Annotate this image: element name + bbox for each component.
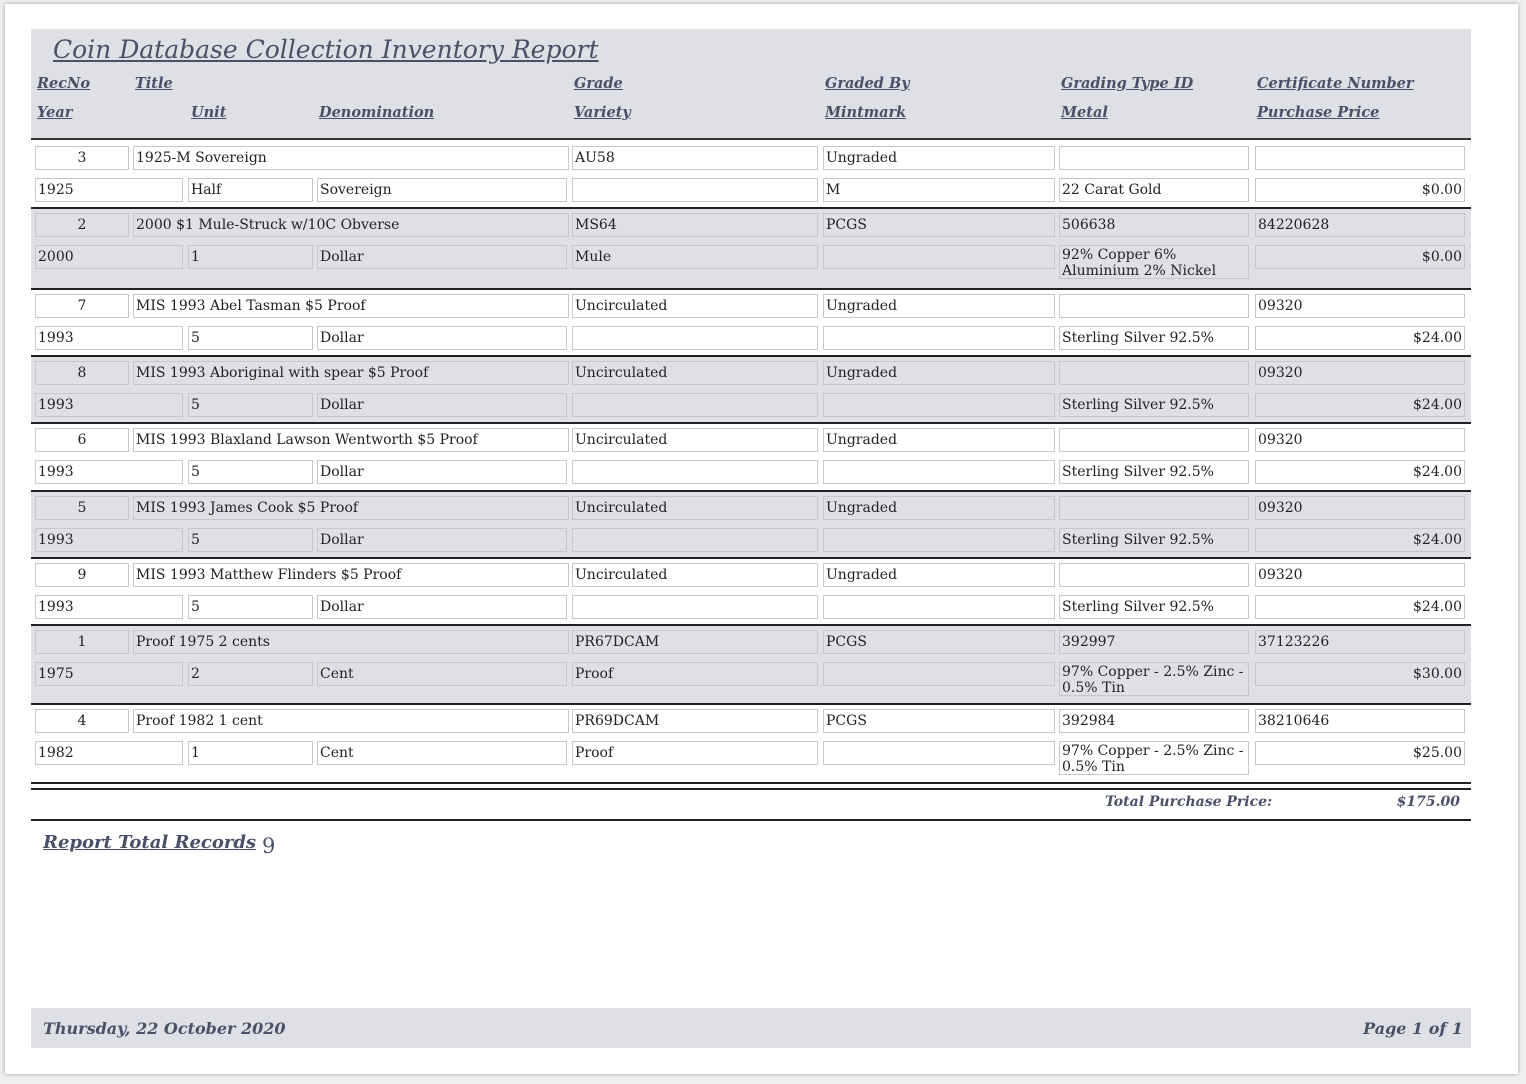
graded-by-cell: Ungraded [823, 294, 1055, 318]
footer-date: Thursday, 22 October 2020 [43, 1019, 286, 1038]
report-total-records-label: Report Total Records [43, 832, 257, 853]
variety-cell [572, 326, 818, 350]
report-footer [31, 1008, 1471, 1048]
mintmark-cell [823, 460, 1055, 484]
denomination-cell: Cent [317, 662, 567, 686]
mintmark-cell [823, 393, 1055, 417]
recno-cell: 6 [35, 428, 129, 452]
year-cell: 1993 [35, 460, 183, 484]
purchase-price-cell: $25.00 [1255, 741, 1465, 765]
year-cell: 1982 [35, 741, 183, 765]
record-block [31, 357, 1471, 424]
mintmark-cell [823, 326, 1055, 350]
header-graded-by: Graded By [825, 75, 910, 92]
grading-type-id-cell [1059, 563, 1249, 587]
record-block [31, 290, 1471, 357]
recno-cell: 7 [35, 294, 129, 318]
denomination-cell: Cent [317, 741, 567, 765]
report-page [5, 4, 1518, 1074]
metal-cell: Sterling Silver 92.5% [1059, 393, 1249, 417]
grading-type-id-cell [1059, 361, 1249, 385]
report-title: Coin Database Collection Inventory Report [53, 35, 599, 64]
metal-cell: 97% Copper - 2.5% Zinc - 0.5% Tin [1059, 662, 1249, 696]
metal-cell: Sterling Silver 92.5% [1059, 460, 1249, 484]
header-denomination: Denomination [319, 104, 435, 121]
grade-cell: PR67DCAM [572, 630, 818, 654]
purchase-price-cell: $0.00 [1255, 245, 1465, 269]
variety-cell: Mule [572, 245, 818, 269]
unit-cell: 2 [188, 662, 313, 686]
grading-type-id-cell [1059, 496, 1249, 520]
header-grading-type-id: Grading Type ID [1061, 75, 1194, 92]
title-cell: MIS 1993 James Cook $5 Proof [133, 496, 569, 520]
purchase-price-cell: $24.00 [1255, 528, 1465, 552]
header-year: Year [37, 104, 73, 121]
unit-cell: 1 [188, 245, 313, 269]
recno-cell: 3 [35, 146, 129, 170]
mintmark-cell [823, 528, 1055, 552]
title-cell: MIS 1993 Abel Tasman $5 Proof [133, 294, 569, 318]
header-divider [31, 138, 1471, 140]
header-certificate-number: Certificate Number [1257, 75, 1414, 92]
grading-type-id-cell [1059, 146, 1249, 170]
grading-type-id-cell: 392984 [1059, 709, 1249, 733]
metal-cell: Sterling Silver 92.5% [1059, 326, 1249, 350]
graded-by-cell: Ungraded [823, 496, 1055, 520]
recno-cell: 8 [35, 361, 129, 385]
denomination-cell: Sovereign [317, 178, 567, 202]
purchase-price-cell: $30.00 [1255, 662, 1465, 686]
unit-cell: 5 [188, 595, 313, 619]
mintmark-cell: M [823, 178, 1055, 202]
totals-second-rule [31, 788, 1471, 790]
recno-cell: 2 [35, 213, 129, 237]
certificate-number-cell: 37123226 [1255, 630, 1465, 654]
grading-type-id-cell [1059, 428, 1249, 452]
report-header [31, 29, 1471, 140]
grade-cell: Uncirculated [572, 496, 818, 520]
mintmark-cell [823, 741, 1055, 765]
grade-cell: MS64 [572, 213, 818, 237]
denomination-cell: Dollar [317, 393, 567, 417]
grade-cell: Uncirculated [572, 294, 818, 318]
denomination-cell: Dollar [317, 595, 567, 619]
record-block [31, 142, 1471, 209]
header-recno: RecNo [37, 75, 91, 92]
denomination-cell: Dollar [317, 245, 567, 269]
metal-cell: 97% Copper - 2.5% Zinc - 0.5% Tin [1059, 741, 1249, 775]
purchase-price-cell: $0.00 [1255, 178, 1465, 202]
certificate-number-cell: 09320 [1255, 496, 1465, 520]
record-block [31, 209, 1471, 290]
title-cell: Proof 1975 2 cents [133, 630, 569, 654]
denomination-cell: Dollar [317, 326, 567, 350]
header-variety: Variety [574, 104, 631, 121]
mintmark-cell [823, 662, 1055, 686]
year-cell: 2000 [35, 245, 183, 269]
denomination-cell: Dollar [317, 460, 567, 484]
record-block [31, 705, 1471, 782]
purchase-price-cell: $24.00 [1255, 595, 1465, 619]
metal-cell: Sterling Silver 92.5% [1059, 595, 1249, 619]
record-block [31, 492, 1471, 559]
total-purchase-price-label: Total Purchase Price: [1105, 794, 1273, 810]
unit-cell: 5 [188, 393, 313, 417]
graded-by-cell: Ungraded [823, 361, 1055, 385]
certificate-number-cell: 09320 [1255, 428, 1465, 452]
header-metal: Metal [1061, 104, 1108, 121]
grade-cell: Uncirculated [572, 563, 818, 587]
record-block [31, 559, 1471, 626]
variety-cell [572, 460, 818, 484]
grade-cell: PR69DCAM [572, 709, 818, 733]
certificate-number-cell: 09320 [1255, 563, 1465, 587]
recno-cell: 9 [35, 563, 129, 587]
purchase-price-cell: $24.00 [1255, 460, 1465, 484]
variety-cell [572, 528, 818, 552]
recno-cell: 4 [35, 709, 129, 733]
certificate-number-cell: 09320 [1255, 361, 1465, 385]
variety-cell [572, 595, 818, 619]
graded-by-cell: Ungraded [823, 146, 1055, 170]
unit-cell: 1 [188, 741, 313, 765]
grade-cell: AU58 [572, 146, 818, 170]
unit-cell: 5 [188, 528, 313, 552]
year-cell: 1975 [35, 662, 183, 686]
year-cell: 1993 [35, 326, 183, 350]
grading-type-id-cell: 506638 [1059, 213, 1249, 237]
record-block [31, 626, 1471, 705]
record-block [31, 424, 1471, 492]
graded-by-cell: PCGS [823, 630, 1055, 654]
variety-cell: Proof [572, 662, 818, 686]
grading-type-id-cell: 392997 [1059, 630, 1249, 654]
certificate-number-cell: 38210646 [1255, 709, 1465, 733]
footer-page-number: Page 1 of 1 [1363, 1019, 1463, 1038]
metal-cell: 92% Copper 6% Aluminium 2% Nickel [1059, 245, 1249, 279]
recno-cell: 1 [35, 630, 129, 654]
graded-by-cell: Ungraded [823, 428, 1055, 452]
grading-type-id-cell [1059, 294, 1249, 318]
graded-by-cell: Ungraded [823, 563, 1055, 587]
grade-cell: Uncirculated [572, 428, 818, 452]
title-cell: 1925-M Sovereign [133, 146, 569, 170]
header-unit: Unit [191, 104, 227, 121]
year-cell: 1993 [35, 595, 183, 619]
header-purchase-price: Purchase Price [1257, 104, 1380, 121]
mintmark-cell [823, 245, 1055, 269]
unit-cell: Half [188, 178, 313, 202]
year-cell: 1993 [35, 528, 183, 552]
title-cell: MIS 1993 Matthew Flinders $5 Proof [133, 563, 569, 587]
totals-top-rule [31, 782, 1471, 784]
graded-by-cell: PCGS [823, 709, 1055, 733]
variety-cell [572, 178, 818, 202]
certificate-number-cell: 84220628 [1255, 213, 1465, 237]
totals-bottom-rule [31, 819, 1471, 821]
grade-cell: Uncirculated [572, 361, 818, 385]
purchase-price-cell: $24.00 [1255, 393, 1465, 417]
variety-cell: Proof [572, 741, 818, 765]
metal-cell: 22 Carat Gold [1059, 178, 1249, 202]
total-purchase-price-value: $175.00 [1396, 794, 1460, 810]
mintmark-cell [823, 595, 1055, 619]
title-cell: MIS 1993 Aboriginal with spear $5 Proof [133, 361, 569, 385]
purchase-price-cell: $24.00 [1255, 326, 1465, 350]
unit-cell: 5 [188, 460, 313, 484]
title-cell: 2000 $1 Mule-Struck w/10C Obverse [133, 213, 569, 237]
title-cell: Proof 1982 1 cent [133, 709, 569, 733]
header-title: Title [135, 75, 173, 92]
year-cell: 1925 [35, 178, 183, 202]
title-cell: MIS 1993 Blaxland Lawson Wentworth $5 Proof [133, 428, 569, 452]
certificate-number-cell: 09320 [1255, 294, 1465, 318]
header-mintmark: Mintmark [825, 104, 907, 121]
denomination-cell: Dollar [317, 528, 567, 552]
graded-by-cell: PCGS [823, 213, 1055, 237]
year-cell: 1993 [35, 393, 183, 417]
header-grade: Grade [574, 75, 623, 92]
metal-cell: Sterling Silver 92.5% [1059, 528, 1249, 552]
report-total-records-value: 9 [262, 834, 276, 858]
recno-cell: 5 [35, 496, 129, 520]
variety-cell [572, 393, 818, 417]
certificate-number-cell [1255, 146, 1465, 170]
unit-cell: 5 [188, 326, 313, 350]
